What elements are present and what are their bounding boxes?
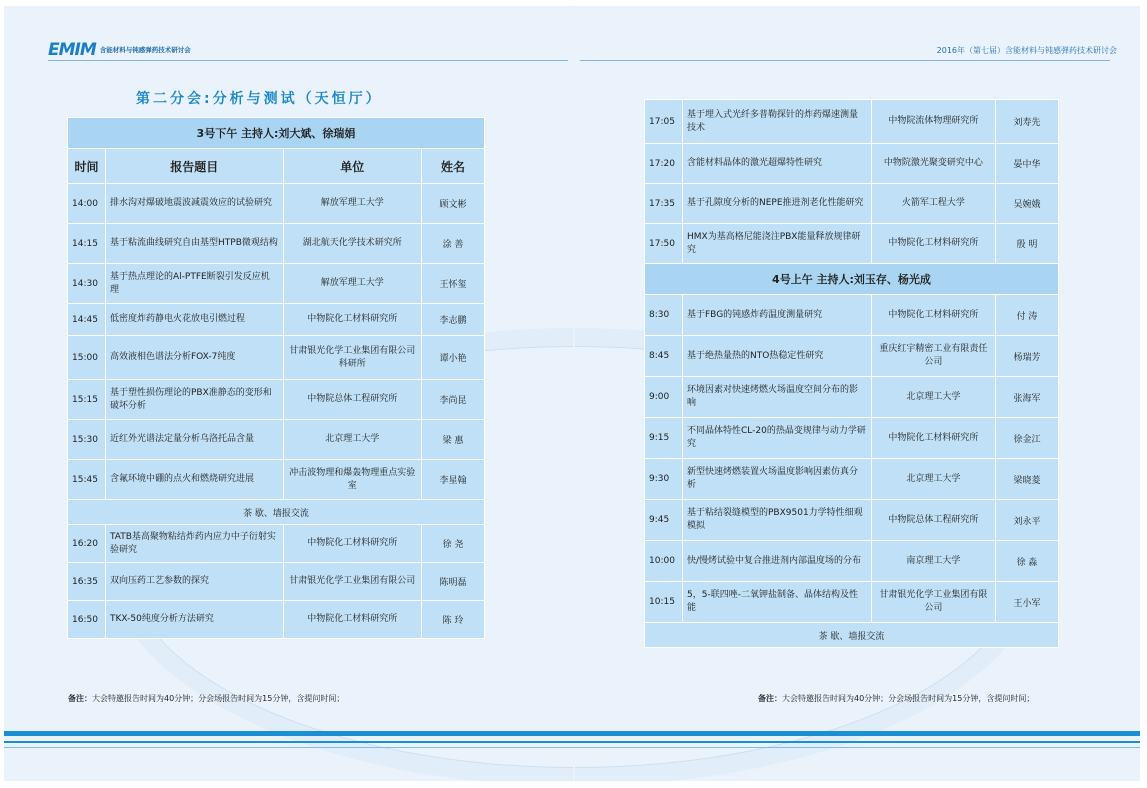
- table-row: [645, 100, 1059, 144]
- topic-cell: 基于粘结裂缝模型的PBX9501力学特性细观模拟: [683, 500, 872, 541]
- footnote-left: [68, 693, 344, 704]
- block-header: 4号上午 主持人:刘玉存、杨光成: [645, 264, 1059, 295]
- time-cell: 17:20: [645, 144, 683, 184]
- footnote-right: [758, 693, 1034, 704]
- break-row: [68, 500, 485, 525]
- header-rule-right: [580, 60, 1110, 61]
- topic-cell: TATB基高聚物粘结炸药内应力中子衍射实验研究: [106, 525, 284, 563]
- unit-cell: 中物院化工材料研究所: [283, 525, 421, 563]
- unit-cell: 中物院化工材料研究所: [871, 295, 995, 336]
- unit-cell: 中物院化工材料研究所: [283, 304, 421, 336]
- table-row: [68, 264, 485, 304]
- name-cell: 张海军: [996, 377, 1059, 418]
- unit-cell: 北京理工大学: [871, 459, 995, 500]
- break-label: 茶 歇、墙报交流: [645, 623, 1059, 648]
- topic-cell: 快/慢烤试验中复合推进剂内部温度场的分布: [683, 541, 872, 582]
- topic-cell: 含氟环境中硼的点火和燃烧研究进展: [106, 460, 284, 500]
- topic-cell: 新型快速烤燃装置火场温度影响因素仿真分析: [683, 459, 872, 500]
- table-row: [645, 582, 1059, 623]
- footer-bar: [4, 747, 1140, 748]
- conference-title: 2016年（第七届）含能材料与钝感弹药技术研讨会: [936, 46, 1117, 55]
- name-cell: 李星翰: [422, 460, 485, 500]
- header-rule-left: [48, 60, 568, 61]
- topic-cell: 基于绝热量热的NTO热稳定性研究: [683, 336, 872, 377]
- topic-header: 报告题目: [106, 149, 284, 184]
- footnote-label: 备注：: [68, 694, 92, 703]
- left-schedule-table: [67, 117, 485, 639]
- unit-cell: 中物院总体工程研究所: [871, 500, 995, 541]
- footnote-text: 大会特邀报告时间为40分钟；分会场报告时间为15分钟，含提问时间；: [92, 694, 345, 703]
- name-cell: 王小军: [996, 582, 1059, 623]
- time-cell: 14:45: [68, 304, 106, 336]
- unit-cell: 中物院化工材料研究所: [283, 601, 421, 639]
- footnote-text: 大会特邀报告时间为40分钟；分会场报告时间为15分钟，含提问时间；: [782, 694, 1035, 703]
- topic-cell: 基于埋入式光纤多普勒探针的炸药爆速测量技术: [683, 100, 872, 144]
- table-row: [645, 500, 1059, 541]
- name-cell: 李志鹏: [422, 304, 485, 336]
- logo-text: 含能材料与钝感弹药技术研讨会: [99, 46, 191, 54]
- name-header: 姓名: [422, 149, 485, 184]
- topic-cell: 基于FBG的钝感炸药温度测量研究: [683, 295, 872, 336]
- unit-cell: 重庆红宇精密工业有限责任公司: [871, 336, 995, 377]
- unit-cell: 甘肃银光化学工业集团有限公司: [871, 582, 995, 623]
- table-row: [68, 304, 485, 336]
- unit-cell: 中物院总体工程研究所: [283, 380, 421, 420]
- footer-bar: [4, 741, 1140, 743]
- time-cell: 9:45: [645, 500, 683, 541]
- table-row: [645, 144, 1059, 184]
- column-header-row: [68, 149, 485, 184]
- table-row: [645, 224, 1059, 264]
- table-row: [68, 420, 485, 460]
- right-schedule-table: [644, 99, 1059, 648]
- name-cell: 王怀玺: [422, 264, 485, 304]
- table-row: [645, 418, 1059, 459]
- session-title: 第二分会:分析与测试（天恒厅）: [136, 91, 383, 107]
- time-cell: 8:30: [645, 295, 683, 336]
- unit-cell: 中物院流体物理研究所: [871, 100, 995, 144]
- unit-cell: 解放军理工大学: [283, 184, 421, 224]
- table-row: [68, 380, 485, 420]
- topic-cell: 含能材料晶体的激光超爆特性研究: [683, 144, 872, 184]
- table-row: [645, 459, 1059, 500]
- topic-cell: 基于孔隙度分析的NEPE推进剂老化性能研究: [683, 184, 872, 224]
- unit-cell: 中物院化工材料研究所: [871, 418, 995, 459]
- footnote-label: 备注：: [758, 694, 782, 703]
- time-cell: 17:05: [645, 100, 683, 144]
- time-cell: 16:20: [68, 525, 106, 563]
- time-cell: 16:50: [68, 601, 106, 639]
- name-cell: 涂 善: [422, 224, 485, 264]
- name-cell: 刘永平: [996, 500, 1059, 541]
- name-cell: 徐金江: [996, 418, 1059, 459]
- time-cell: 14:30: [68, 264, 106, 304]
- time-cell: 8:45: [645, 336, 683, 377]
- topic-cell: 排水沟对爆破地震波减震效应的试验研究: [106, 184, 284, 224]
- table-row: [68, 184, 485, 224]
- name-cell: 付 涛: [996, 295, 1059, 336]
- page-fold: [573, 6, 575, 781]
- block-header-row: [68, 118, 485, 149]
- unit-cell: 甘肃银光化学工业集团有限公司: [283, 563, 421, 601]
- time-cell: 16:35: [68, 563, 106, 601]
- time-header: 时间: [68, 149, 106, 184]
- time-cell: 15:15: [68, 380, 106, 420]
- unit-cell: 中物院激光聚变研究中心: [871, 144, 995, 184]
- table-row: [68, 460, 485, 500]
- emim-logo: [48, 40, 191, 60]
- time-cell: 17:35: [645, 184, 683, 224]
- table-row: [68, 525, 485, 563]
- table-row: [68, 601, 485, 639]
- footer-bar: [4, 731, 1140, 736]
- time-cell: 15:00: [68, 336, 106, 380]
- name-cell: 刘寿先: [996, 100, 1059, 144]
- topic-cell: TKX-50纯度分析方法研究: [106, 601, 284, 639]
- block-header-row: [645, 264, 1059, 295]
- unit-cell: 北京理工大学: [283, 420, 421, 460]
- table-row: [645, 541, 1059, 582]
- time-cell: 15:30: [68, 420, 106, 460]
- logo-mark: EMIM: [48, 40, 96, 60]
- name-cell: 陈 玲: [422, 601, 485, 639]
- topic-cell: 5，5-联四唑-二氧钾盐制备、晶体结构及性能: [683, 582, 872, 623]
- table-row: [645, 184, 1059, 224]
- topic-cell: 双向压药工艺参数的探究: [106, 563, 284, 601]
- table-row: [645, 336, 1059, 377]
- unit-header: 单位: [283, 149, 421, 184]
- name-cell: 晏中华: [996, 144, 1059, 184]
- name-cell: 谭小艳: [422, 336, 485, 380]
- unit-cell: 甘肃银光化学工业集团有限公司科研所: [283, 336, 421, 380]
- name-cell: 殷 明: [996, 224, 1059, 264]
- topic-cell: 不同晶体特性CL-20的热晶变规律与动力学研究: [683, 418, 872, 459]
- name-cell: 徐 淼: [996, 541, 1059, 582]
- name-cell: 顾文彬: [422, 184, 485, 224]
- time-cell: 14:00: [68, 184, 106, 224]
- topic-cell: 环境因素对快速烤燃火场温度空间分布的影响: [683, 377, 872, 418]
- unit-cell: 南京理工大学: [871, 541, 995, 582]
- unit-cell: 冲击波物理和爆轰物理重点实验室: [283, 460, 421, 500]
- table-row: [68, 563, 485, 601]
- time-cell: 9:30: [645, 459, 683, 500]
- topic-cell: 基于热点理论的Al-PTFE断裂引发反应机理: [106, 264, 284, 304]
- table-row: [645, 295, 1059, 336]
- topic-cell: 低密度炸药静电火花放电引燃过程: [106, 304, 284, 336]
- table-row: [645, 377, 1059, 418]
- time-cell: 9:00: [645, 377, 683, 418]
- break-label: 茶 歇、墙报交流: [68, 500, 485, 525]
- unit-cell: 中物院化工材料研究所: [871, 224, 995, 264]
- time-cell: 17:50: [645, 224, 683, 264]
- topic-cell: 基于塑性损伤理论的PBX准静态的变形和破坏分析: [106, 380, 284, 420]
- unit-cell: 解放军理工大学: [283, 264, 421, 304]
- block-header: 3号下午 主持人:刘大斌、徐瑞娟: [68, 118, 485, 149]
- topic-cell: 高效液相色谱法分析FOX-7纯度: [106, 336, 284, 380]
- name-cell: 梁 惠: [422, 420, 485, 460]
- unit-cell: 湖北航天化学技术研究所: [283, 224, 421, 264]
- name-cell: 吴婉娥: [996, 184, 1059, 224]
- unit-cell: 北京理工大学: [871, 377, 995, 418]
- time-cell: 9:15: [645, 418, 683, 459]
- time-cell: 10:15: [645, 582, 683, 623]
- unit-cell: 火箭军工程大学: [871, 184, 995, 224]
- name-cell: 徐 尧: [422, 525, 485, 563]
- topic-cell: HMX为基高格尼能浇注PBX能量释放规律研究: [683, 224, 872, 264]
- name-cell: 李尚昆: [422, 380, 485, 420]
- topic-cell: 基于粘流曲线研究自由基型HTPB微观结构: [106, 224, 284, 264]
- table-row: [68, 336, 485, 380]
- name-cell: 陈明磊: [422, 563, 485, 601]
- name-cell: 梁晓菱: [996, 459, 1059, 500]
- time-cell: 15:45: [68, 460, 106, 500]
- topic-cell: 近红外光谱法定量分析乌洛托品含量: [106, 420, 284, 460]
- time-cell: 10:00: [645, 541, 683, 582]
- break-row: [645, 623, 1059, 648]
- name-cell: 杨瑞芳: [996, 336, 1059, 377]
- time-cell: 14:15: [68, 224, 106, 264]
- table-row: [68, 224, 485, 264]
